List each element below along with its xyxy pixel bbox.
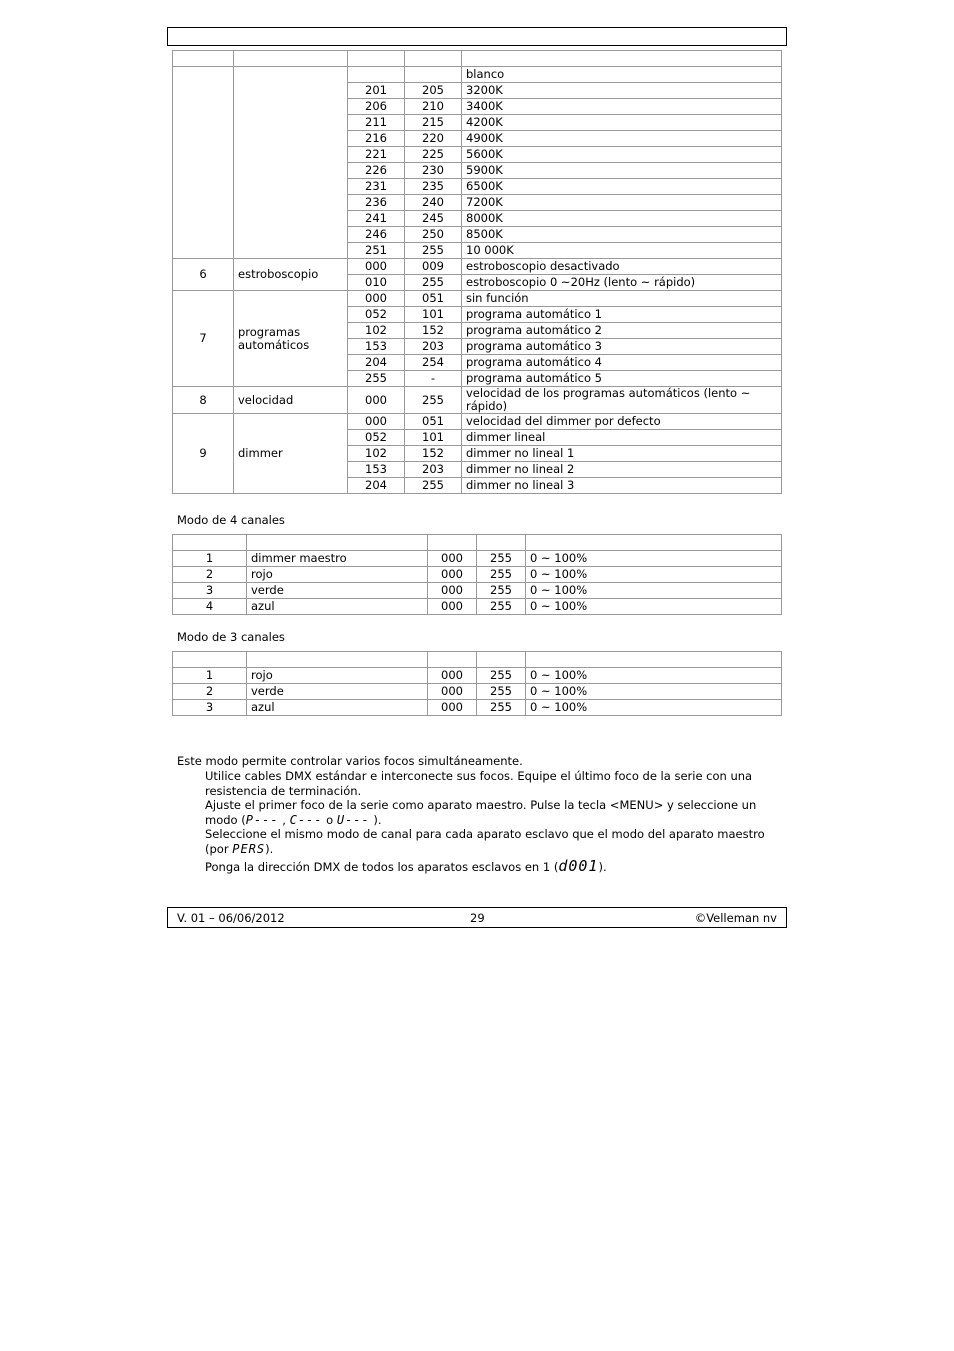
intro-text: Este modo permite controlar varios focos simultáneamente.: [177, 754, 523, 768]
page-footer: [167, 907, 787, 928]
table-cell: 255: [405, 243, 462, 259]
table-cell: 235: [405, 179, 462, 195]
table-cell: 009: [405, 259, 462, 275]
table-cell: 4200K: [462, 115, 782, 131]
table-cell: 102: [348, 446, 405, 462]
table-cell: 3: [173, 583, 247, 599]
display-u-mode: U---: [336, 812, 370, 827]
table-row: [173, 387, 782, 414]
table-cell: dimmer: [234, 414, 348, 494]
table-cell: [348, 67, 405, 83]
table-cell: 7200K: [462, 195, 782, 211]
table-cell: dimmer no lineal 3: [462, 478, 782, 494]
table-cell: programa automático 1: [462, 307, 782, 323]
table-cell: 000: [348, 414, 405, 430]
step-2-text: Ajuste el primer foco de la serie como aparato maestro. Pulse la tecla <MENU> y seleccione un modo (: [205, 798, 757, 827]
step-2-sep1: ,: [278, 812, 290, 827]
table-cell: 8000K: [462, 211, 782, 227]
table-cell: programa automático 4: [462, 355, 782, 371]
table-cell: 204: [348, 355, 405, 371]
table-row: [173, 551, 782, 567]
table-cell: rojo: [247, 668, 428, 684]
table-cell: 051: [405, 291, 462, 307]
channel-table: [172, 50, 782, 494]
table-cell: 255: [477, 583, 526, 599]
table-cell: velocidad del dimmer por defecto: [462, 414, 782, 430]
table-cell: estroboscopio: [234, 259, 348, 291]
table-cell: [477, 652, 526, 668]
table-cell: 6500K: [462, 179, 782, 195]
footer-copyright: ©Velleman nv: [694, 911, 777, 925]
table-cell: [348, 51, 405, 67]
table-cell: 0 ~ 100%: [526, 599, 782, 615]
table-cell: azul: [247, 700, 428, 716]
table-cell: 000: [428, 599, 477, 615]
table-cell: 251: [348, 243, 405, 259]
table-cell: [477, 535, 526, 551]
table-cell: 0 ~ 100%: [526, 700, 782, 716]
table-row: [173, 652, 782, 668]
table-cell: 241: [348, 211, 405, 227]
table-cell: [247, 535, 428, 551]
table-cell: 2: [173, 684, 247, 700]
table-cell: 0 ~ 100%: [526, 567, 782, 583]
table-cell: rojo: [247, 567, 428, 583]
table-cell: 221: [348, 147, 405, 163]
table-cell: programa automático 2: [462, 323, 782, 339]
table-cell: 230: [405, 163, 462, 179]
table-cell: 255: [405, 275, 462, 291]
table-cell: [173, 652, 247, 668]
display-c-mode: C---: [289, 812, 323, 827]
step-4-end: ).: [598, 860, 607, 874]
table-cell: [247, 652, 428, 668]
table-cell: 052: [348, 307, 405, 323]
table-cell: 1: [173, 668, 247, 684]
footer-version: V. 01 – 06/06/2012: [177, 911, 285, 925]
table-cell: 000: [348, 291, 405, 307]
table-row: [173, 567, 782, 583]
table-row: [173, 700, 782, 716]
table-cell: dimmer no lineal 1: [462, 446, 782, 462]
table-cell: 211: [348, 115, 405, 131]
table-cell: dimmer maestro: [247, 551, 428, 567]
table-cell: 000: [348, 259, 405, 275]
table-cell: 101: [405, 430, 462, 446]
table-cell: blanco: [462, 67, 782, 83]
table-cell: 000: [428, 668, 477, 684]
display-p-mode: P---: [245, 812, 279, 827]
table-cell: 240: [405, 195, 462, 211]
table-row: [173, 259, 782, 275]
table-cell: 000: [428, 567, 477, 583]
mode3-caption: Modo de 3 canales: [177, 630, 285, 644]
table-cell: 0 ~ 100%: [526, 583, 782, 599]
mode4-caption: Modo de 4 canales: [177, 513, 285, 527]
table-cell: programa automático 3: [462, 339, 782, 355]
table-cell: [462, 51, 782, 67]
table-cell: velocidad: [234, 387, 348, 414]
table-cell: 152: [405, 323, 462, 339]
table-cell: 6: [173, 259, 234, 291]
step-4: [205, 859, 765, 875]
table-cell: 255: [405, 478, 462, 494]
table-row: [173, 599, 782, 615]
table-row: [173, 414, 782, 430]
table-cell: estroboscopio 0 ~20Hz (lento ~ rápido): [462, 275, 782, 291]
table-cell: 4: [173, 599, 247, 615]
table-row: [173, 684, 782, 700]
table-cell: estroboscopio desactivado: [462, 259, 782, 275]
table-cell: 255: [477, 684, 526, 700]
table-cell: 4900K: [462, 131, 782, 147]
table-cell: 231: [348, 179, 405, 195]
table-cell: 1: [173, 551, 247, 567]
table-cell: dimmer no lineal 2: [462, 462, 782, 478]
mode4-table: [172, 534, 782, 615]
table-cell: 215: [405, 115, 462, 131]
table-cell: [405, 67, 462, 83]
step-1: Utilice cables DMX estándar e interconecte sus focos. Equipe el último foco de la serie con una resistencia de terminación.: [205, 769, 753, 798]
table-cell: 255: [477, 599, 526, 615]
table-row: [173, 535, 782, 551]
table-cell: 245: [405, 211, 462, 227]
table-cell: 152: [405, 446, 462, 462]
table-cell: 000: [428, 684, 477, 700]
table-cell: azul: [247, 599, 428, 615]
table-row: [173, 51, 782, 67]
table-cell: 3200K: [462, 83, 782, 99]
table-cell: 051: [405, 414, 462, 430]
table-cell: [428, 652, 477, 668]
table-cell: [173, 535, 247, 551]
table-cell: 000: [428, 583, 477, 599]
table-cell: 052: [348, 430, 405, 446]
table-cell: dimmer lineal: [462, 430, 782, 446]
table-cell: 000: [348, 387, 405, 414]
table-cell: verde: [247, 583, 428, 599]
table-cell: [405, 51, 462, 67]
table-cell: [173, 51, 234, 67]
step-3: [205, 827, 765, 856]
step-3-text: Seleccione el mismo modo de canal para cada aparato esclavo que el modo del aparato maestro (por: [205, 827, 765, 856]
table-cell: [428, 535, 477, 551]
table-cell: verde: [247, 684, 428, 700]
table-cell: 201: [348, 83, 405, 99]
table-cell: programas automáticos: [234, 291, 348, 387]
table-cell: programa automático 5: [462, 371, 782, 387]
table-cell: 010: [348, 275, 405, 291]
table-row: [173, 583, 782, 599]
step-2: [205, 798, 765, 827]
table-row: [173, 67, 782, 83]
display-pers: PERS: [232, 841, 266, 856]
table-cell: 3: [173, 700, 247, 716]
page-header-box: [167, 27, 787, 46]
table-cell: [173, 67, 234, 259]
table-cell: 7: [173, 291, 234, 387]
table-cell: 206: [348, 99, 405, 115]
step-2-sep2: o: [322, 812, 337, 827]
table-cell: 153: [348, 339, 405, 355]
table-cell: 226: [348, 163, 405, 179]
table-cell: 2: [173, 567, 247, 583]
table-cell: 216: [348, 131, 405, 147]
table-cell: 000: [428, 551, 477, 567]
table-cell: 102: [348, 323, 405, 339]
table-cell: 255: [477, 551, 526, 567]
table-cell: 203: [405, 339, 462, 355]
table-cell: [234, 67, 348, 259]
table-cell: sin función: [462, 291, 782, 307]
table-cell: 0 ~ 100%: [526, 684, 782, 700]
table-cell: 0 ~ 100%: [526, 551, 782, 567]
table-row: [173, 668, 782, 684]
table-cell: 10 000K: [462, 243, 782, 259]
table-cell: 203: [405, 462, 462, 478]
table-cell: 255: [477, 567, 526, 583]
table-cell: 0 ~ 100%: [526, 668, 782, 684]
table-cell: 255: [477, 700, 526, 716]
table-cell: 153: [348, 462, 405, 478]
table-cell: 255: [405, 387, 462, 414]
table-cell: 000: [428, 700, 477, 716]
step-2-end: ).: [369, 812, 382, 827]
table-cell: 250: [405, 227, 462, 243]
step-4-text: Ponga la dirección DMX de todos los aparatos esclavos en 1 (: [205, 860, 559, 874]
table-cell: 9: [173, 414, 234, 494]
table-cell: 255: [348, 371, 405, 387]
table-cell: 5900K: [462, 163, 782, 179]
table-cell: 210: [405, 99, 462, 115]
table-cell: 254: [405, 355, 462, 371]
footer-page-number: 29: [470, 911, 485, 925]
table-cell: 225: [405, 147, 462, 163]
table-cell: 220: [405, 131, 462, 147]
table-cell: 205: [405, 83, 462, 99]
table-cell: 204: [348, 478, 405, 494]
mode3-table: [172, 651, 782, 716]
table-cell: 246: [348, 227, 405, 243]
table-cell: -: [405, 371, 462, 387]
table-cell: velocidad de los programas automáticos (lento ~ rápido): [462, 387, 782, 414]
table-cell: 8: [173, 387, 234, 414]
table-cell: [234, 51, 348, 67]
table-cell: 8500K: [462, 227, 782, 243]
display-d001: d001: [558, 857, 599, 875]
table-cell: 255: [477, 668, 526, 684]
table-cell: 236: [348, 195, 405, 211]
step-3-end: ).: [265, 841, 274, 856]
table-cell: 5600K: [462, 147, 782, 163]
table-cell: [526, 535, 782, 551]
table-row: [173, 291, 782, 307]
table-cell: 3400K: [462, 99, 782, 115]
table-cell: [526, 652, 782, 668]
table-cell: 101: [405, 307, 462, 323]
